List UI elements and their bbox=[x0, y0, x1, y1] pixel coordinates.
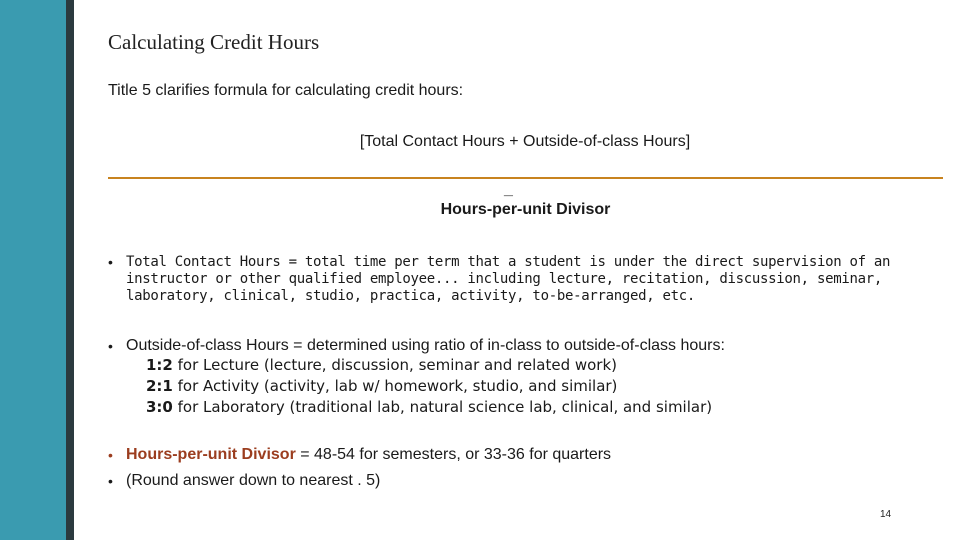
bullet-outside-hours bbox=[108, 337, 938, 418]
intro-text: Title 5 clarifies formula for calculating credit hours: bbox=[108, 82, 464, 99]
ratio-value: 3:0 bbox=[146, 398, 173, 416]
bullet-contact-hours bbox=[108, 254, 938, 305]
ratio-value: 1:2 bbox=[146, 356, 173, 374]
contact-hours-text: Total Contact Hours = total time per term that a student is under the direct supervision of an instructor or other qualified employee... including lecture, recitation, discussion, seminar, laboratory, clinical, studio, practica, activity, to-be-arranged, etc. bbox=[126, 254, 891, 304]
sidebar-dark-stripe bbox=[66, 0, 74, 540]
bullet-dot: • bbox=[108, 338, 113, 354]
ratio-desc: for Activity (activity, lab w/ homework, studio, and similar) bbox=[172, 377, 618, 395]
bullet-round bbox=[108, 472, 938, 490]
sidebar-teal-band bbox=[0, 0, 66, 540]
fraction-dash: _ bbox=[504, 181, 513, 198]
bullet-dot: • bbox=[108, 447, 113, 463]
divisor-term: Hours-per-unit Divisor bbox=[126, 446, 296, 463]
outside-hours-text: Outside-of-class Hours = determined using ratio of in-class to outside-of-class hours: bbox=[126, 337, 725, 354]
ratio-value: 2:1 bbox=[146, 377, 173, 395]
formula-numerator: [Total Contact Hours + Outside-of-class Hours] bbox=[359, 133, 691, 150]
slide-title: Calculating Credit Hours bbox=[108, 30, 320, 54]
ratio-activity bbox=[146, 376, 938, 397]
ratio-desc: for Laboratory (traditional lab, natural science lab, clinical, and similar) bbox=[172, 398, 713, 416]
round-text: (Round answer down to nearest . 5) bbox=[126, 472, 381, 489]
ratio-lecture bbox=[146, 355, 938, 376]
bullet-divisor bbox=[108, 446, 938, 464]
fraction-bar bbox=[108, 177, 943, 179]
bullet-dot: • bbox=[108, 254, 113, 270]
bullet-dot: • bbox=[108, 473, 113, 489]
ratio-desc: for Lecture (lecture, discussion, seminar and related work) bbox=[172, 356, 618, 374]
formula-denominator: Hours-per-unit Divisor bbox=[440, 201, 611, 218]
ratio-laboratory bbox=[146, 397, 938, 418]
page-number: 14 bbox=[880, 509, 892, 520]
divisor-text: = 48-54 for semesters, or 33-36 for quarters bbox=[295, 446, 612, 463]
